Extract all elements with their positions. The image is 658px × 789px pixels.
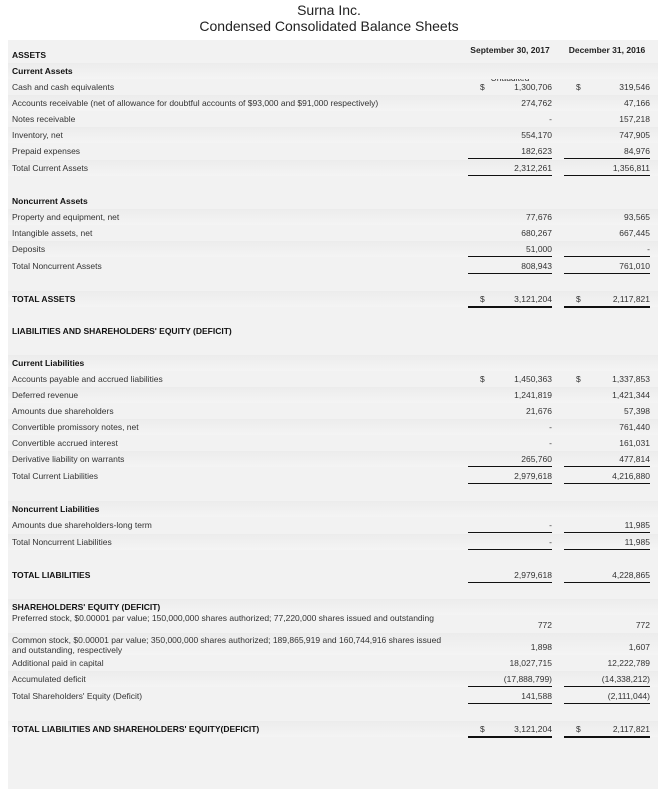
value-dec-2016: 772	[635, 620, 650, 630]
table-row	[8, 160, 658, 176]
value-sep-2017: 1,241,819	[514, 390, 552, 400]
table-row	[8, 721, 658, 737]
value-dec-2016: 2,117,821	[612, 294, 650, 304]
table-row	[8, 323, 658, 339]
row-label: TOTAL ASSETS	[12, 294, 76, 304]
value-sep-2017: -	[549, 114, 552, 124]
value-sep-2017: 1,300,706	[514, 82, 552, 92]
table-row	[8, 258, 658, 274]
underline	[564, 483, 650, 484]
row-label: Total Noncurrent Assets	[12, 261, 102, 271]
value-dec-2016: (2,111,044)	[607, 691, 650, 701]
value-sep-2017: 3,121,204	[514, 294, 552, 304]
underline	[468, 256, 552, 257]
row-label: SHAREHOLDERS' EQUITY (DEFICIT)	[12, 602, 161, 612]
value-dec-2016: 161,031	[619, 438, 650, 448]
value-dec-2016: 157,218	[619, 114, 650, 124]
table-row	[8, 387, 658, 403]
table-row	[8, 95, 658, 111]
table-row	[8, 468, 658, 484]
value-sep-2017: (17,888,799)	[503, 674, 552, 684]
row-label: Total Current Assets	[12, 163, 89, 173]
value-sep-2017: 2,979,618	[514, 471, 552, 481]
row-label: TOTAL LIABILITIES	[12, 570, 91, 580]
row-label: Total Shareholders' Equity (Deficit)	[12, 691, 143, 701]
value-dec-2016: 2,117,821	[612, 724, 650, 734]
table-row	[8, 419, 658, 435]
underline	[564, 532, 650, 533]
value-sep-2017: 1,450,363	[514, 374, 552, 384]
table-row	[8, 241, 658, 257]
balance-sheet-table	[8, 40, 658, 789]
table-row	[8, 688, 658, 704]
table-row	[8, 611, 658, 633]
row-label: Amounts due shareholders-long term	[12, 520, 152, 530]
currency-symbol: $	[576, 724, 581, 734]
row-label: Deferred revenue	[12, 390, 79, 400]
row-label: Convertible promissory notes, net	[12, 422, 139, 432]
value-dec-2016: 47,166	[624, 98, 650, 108]
currency-symbol: $	[576, 82, 581, 92]
row-label: Amounts due shareholders	[12, 406, 114, 416]
table-row	[8, 435, 658, 451]
value-dec-2016: 12,222,789	[607, 658, 650, 668]
table-row	[8, 127, 658, 143]
value-dec-2016: -	[647, 244, 650, 254]
value-dec-2016: 11,985	[624, 520, 650, 530]
row-label: Accounts receivable (net of allowance for doubtful accounts of $93,000 and $91,000 respectively)	[12, 98, 379, 108]
underline	[468, 686, 552, 687]
value-dec-2016: 319,546	[619, 82, 650, 92]
value-dec-2016: 84,976	[624, 146, 650, 156]
underline	[564, 703, 650, 704]
value-dec-2016: 477,814	[619, 454, 650, 464]
value-dec-2016: (14,338,212)	[601, 674, 650, 684]
value-dec-2016: 1,607	[628, 642, 650, 652]
value-sep-2017: 1,898	[530, 642, 552, 652]
row-label: Preferred stock, $0.00001 par value; 150,000,000 shares authorized; 77,220,000 shares issued and outstanding	[12, 613, 434, 623]
value-dec-2016: 57,398	[624, 406, 650, 416]
row-label: Accounts payable and accrued liabilities	[12, 374, 163, 384]
value-sep-2017: -	[549, 537, 552, 547]
row-label: Additional paid in capital	[12, 658, 104, 668]
row-label: Noncurrent Assets	[12, 196, 88, 206]
row-label: Deposits	[12, 244, 46, 254]
value-sep-2017: -	[549, 438, 552, 448]
table-row	[8, 143, 658, 159]
table-row	[8, 355, 658, 371]
row-label: Noncurrent Liabilities	[12, 504, 100, 514]
row-label: Cash and cash equivalents	[12, 82, 115, 92]
row-label: Notes receivable	[12, 114, 76, 124]
underline	[468, 582, 552, 583]
underline	[468, 703, 552, 704]
table-row	[8, 403, 658, 419]
table-row	[8, 47, 658, 63]
underline	[468, 273, 552, 274]
row-label: Intangible assets, net	[12, 228, 93, 238]
value-dec-2016: 4,228,865	[612, 570, 650, 580]
table-row	[8, 501, 658, 517]
row-label: Convertible accrued interest	[12, 438, 118, 448]
value-dec-2016: 1,337,853	[612, 374, 650, 384]
value-sep-2017: 51,000	[526, 244, 552, 254]
row-label: Accumulated deficit	[12, 674, 86, 684]
double-underline	[564, 736, 650, 738]
row-label: Derivative liability on warrants	[12, 454, 125, 464]
underline	[468, 466, 552, 467]
company-name: Surna Inc.	[297, 2, 361, 18]
double-underline	[468, 306, 552, 308]
double-underline	[468, 736, 552, 738]
underline	[468, 158, 552, 159]
currency-symbol: $	[480, 724, 485, 734]
value-dec-2016: 1,421,344	[612, 390, 650, 400]
currency-symbol: $	[576, 374, 581, 384]
table-row	[8, 111, 658, 127]
row-label: Common stock, $0.00001 par value; 350,000,000 shares authorized; 189,865,919 and 160,744,916 shares issued and outstanding, respectively	[12, 635, 442, 655]
table-row	[8, 567, 658, 583]
value-sep-2017: 2,312,261	[514, 163, 552, 173]
underline	[564, 466, 650, 467]
value-sep-2017: 141,588	[521, 691, 552, 701]
value-sep-2017: 680,267	[521, 228, 552, 238]
value-sep-2017: 772	[537, 620, 552, 630]
double-underline	[564, 306, 650, 308]
value-sep-2017: 554,170	[521, 130, 552, 140]
row-label: Property and equipment, net	[12, 212, 120, 222]
value-sep-2017: -	[549, 520, 552, 530]
underline	[468, 549, 552, 550]
underline	[468, 532, 552, 533]
table-row	[8, 291, 658, 307]
column-header-sep-2017: September 30, 2017	[470, 45, 550, 55]
table-row	[8, 451, 658, 467]
row-label: Inventory, net	[12, 130, 63, 140]
row-label: Total Current Liabilities	[12, 471, 98, 481]
row-label: LIABILITIES AND SHAREHOLDERS' EQUITY (DEFICIT)	[12, 326, 232, 336]
currency-symbol: $	[576, 294, 581, 304]
table-row	[8, 79, 658, 95]
row-label: Prepaid expenses	[12, 146, 81, 156]
row-label: TOTAL LIABILITIES AND SHAREHOLDERS' EQUITY(DEFICIT)	[12, 724, 260, 734]
statement-title: Condensed Consolidated Balance Sheets	[199, 18, 459, 34]
underline	[564, 175, 650, 176]
table-row	[8, 633, 658, 655]
underline	[564, 549, 650, 550]
value-dec-2016: 93,565	[624, 212, 650, 222]
value-sep-2017: 21,676	[526, 406, 552, 416]
value-sep-2017: 18,027,715	[509, 658, 552, 668]
value-sep-2017: 265,760	[521, 454, 552, 464]
underline	[564, 582, 650, 583]
row-label: Current Liabilities	[12, 358, 85, 368]
table-row	[8, 63, 658, 79]
table-row	[8, 517, 658, 533]
row-label: Current Assets	[12, 66, 73, 76]
row-label: ASSETS	[12, 50, 47, 60]
column-header-dec-2016: December 31, 2016	[568, 45, 646, 55]
table-row	[8, 534, 658, 550]
value-dec-2016: 747,905	[619, 130, 650, 140]
currency-symbol: $	[480, 82, 485, 92]
table-row	[8, 655, 658, 671]
value-sep-2017: 2,979,618	[514, 570, 552, 580]
value-sep-2017: 77,676	[526, 212, 552, 222]
table-row	[8, 371, 658, 387]
table-row	[8, 193, 658, 209]
underline	[468, 175, 552, 176]
underline	[564, 686, 650, 687]
value-dec-2016: 761,010	[619, 261, 650, 271]
value-dec-2016: 1,356,811	[612, 163, 650, 173]
value-sep-2017: 274,762	[521, 98, 552, 108]
value-sep-2017: 808,943	[521, 261, 552, 271]
underline	[468, 483, 552, 484]
value-sep-2017: 3,121,204	[514, 724, 552, 734]
value-sep-2017: 182,623	[521, 146, 552, 156]
value-dec-2016: 761,440	[619, 422, 650, 432]
underline	[564, 158, 650, 159]
currency-symbol: $	[480, 294, 485, 304]
table-row	[8, 225, 658, 241]
value-dec-2016: 11,985	[624, 537, 650, 547]
table-row	[8, 209, 658, 225]
underline	[564, 256, 650, 257]
row-label: Total Noncurrent Liabilities	[12, 537, 112, 547]
underline	[564, 273, 650, 274]
value-dec-2016: 667,445	[619, 228, 650, 238]
table-row	[8, 671, 658, 687]
currency-symbol: $	[480, 374, 485, 384]
value-sep-2017: -	[549, 422, 552, 432]
value-dec-2016: 4,216,880	[612, 471, 650, 481]
